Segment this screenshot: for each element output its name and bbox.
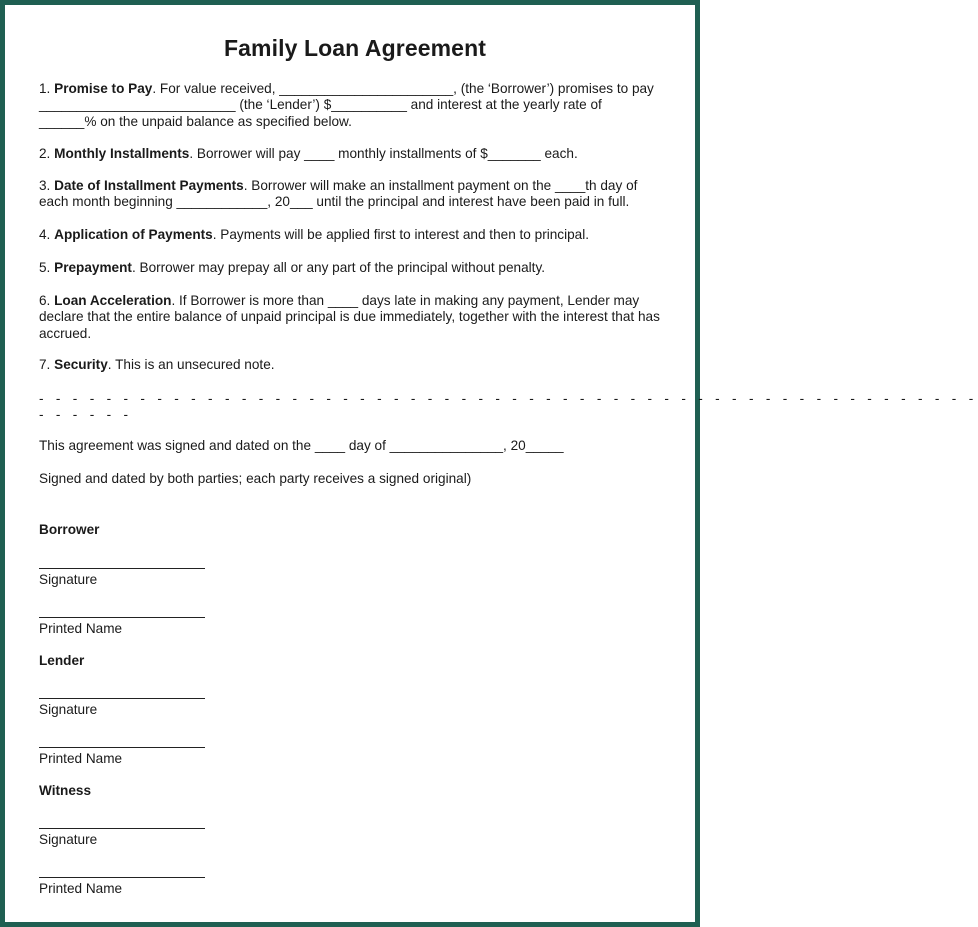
clause-body: . If Borrower is more than ____ days late in making any payment, Lender may declare that the entire balance of unpaid principal is due immediately, together with the interest that has accrued. (39, 293, 664, 341)
clause-heading: Promise to Pay (54, 81, 153, 96)
page-title: Family Loan Agreement (224, 35, 486, 61)
lender-signature-line[interactable] (39, 698, 205, 699)
witness-printed-name-label: Printed Name (39, 881, 123, 896)
clause-number: 6. (39, 293, 51, 308)
borrower-signature-line[interactable] (39, 568, 205, 569)
separator-dashes-continued: - - - - - - (39, 407, 133, 422)
clause-prepayment (39, 260, 663, 276)
clause-heading: Application of Payments (54, 227, 213, 242)
witness-printed-name-line[interactable] (39, 877, 205, 878)
clause-heading: Loan Acceleration (54, 293, 172, 308)
borrower-signature-label: Signature (39, 572, 98, 587)
clause-number: 4. (39, 227, 51, 242)
borrower-printed-name-label: Printed Name (39, 621, 123, 636)
clause-application-of-payments (39, 227, 663, 243)
clause-body: . Payments will be applied first to interest and then to principal. (212, 227, 590, 242)
separator-dashes: - - - - - - - - - - - - - - - - - - - - - - - - - - - - - - - - - - - - - - - - - - - - - - - - - - - - - - - - (39, 391, 978, 406)
signed-dated-line: This agreement was signed and dated on the ____ day of _______________, 20_____ (39, 438, 564, 453)
borrower-printed-name-line[interactable] (39, 617, 205, 618)
clause-security (39, 357, 663, 373)
borrower-heading: Borrower (39, 522, 100, 537)
clause-loan-acceleration (39, 293, 663, 342)
clause-body: . Borrower will make an installment payment on the ____th day of each month beginning ____________, 20___ until the principal and interest have been paid in full. (39, 178, 642, 210)
clause-monthly-installments (39, 146, 663, 162)
lender-printed-name-line[interactable] (39, 747, 205, 748)
lender-printed-name-label: Printed Name (39, 751, 123, 766)
clause-body: . This is an unsecured note. (107, 357, 275, 372)
clause-body: . For value received, _______________________, (the ‘Borrower’) promises to pay __________________________ (the ‘Lender’) $__________ and interest at the yearly rate of ______% on the unpaid balance as specified below. (39, 81, 658, 129)
clause-heading: Security (54, 357, 108, 372)
clause-heading: Monthly Installments (54, 146, 190, 161)
witness-signature-label: Signature (39, 832, 98, 847)
signed-note: Signed and dated by both parties; each party receives a signed original) (39, 471, 472, 486)
lender-heading: Lender (39, 653, 85, 668)
clause-body: . Borrower will pay ____ monthly installments of $_______ each. (189, 146, 578, 161)
clause-heading: Date of Installment Payments (54, 178, 244, 193)
clause-number: 1. (39, 81, 51, 96)
clause-heading: Prepayment (54, 260, 132, 275)
clause-number: 3. (39, 178, 51, 193)
clause-number: 2. (39, 146, 51, 161)
clause-date-of-installment-payments (39, 178, 663, 211)
clause-body: . Borrower may prepay all or any part of the principal without penalty. (131, 260, 546, 275)
lender-signature-label: Signature (39, 702, 98, 717)
clause-promise-to-pay (39, 81, 663, 130)
witness-heading: Witness (39, 783, 91, 798)
clause-number: 7. (39, 357, 51, 372)
witness-signature-line[interactable] (39, 828, 205, 829)
clause-number: 5. (39, 260, 51, 275)
